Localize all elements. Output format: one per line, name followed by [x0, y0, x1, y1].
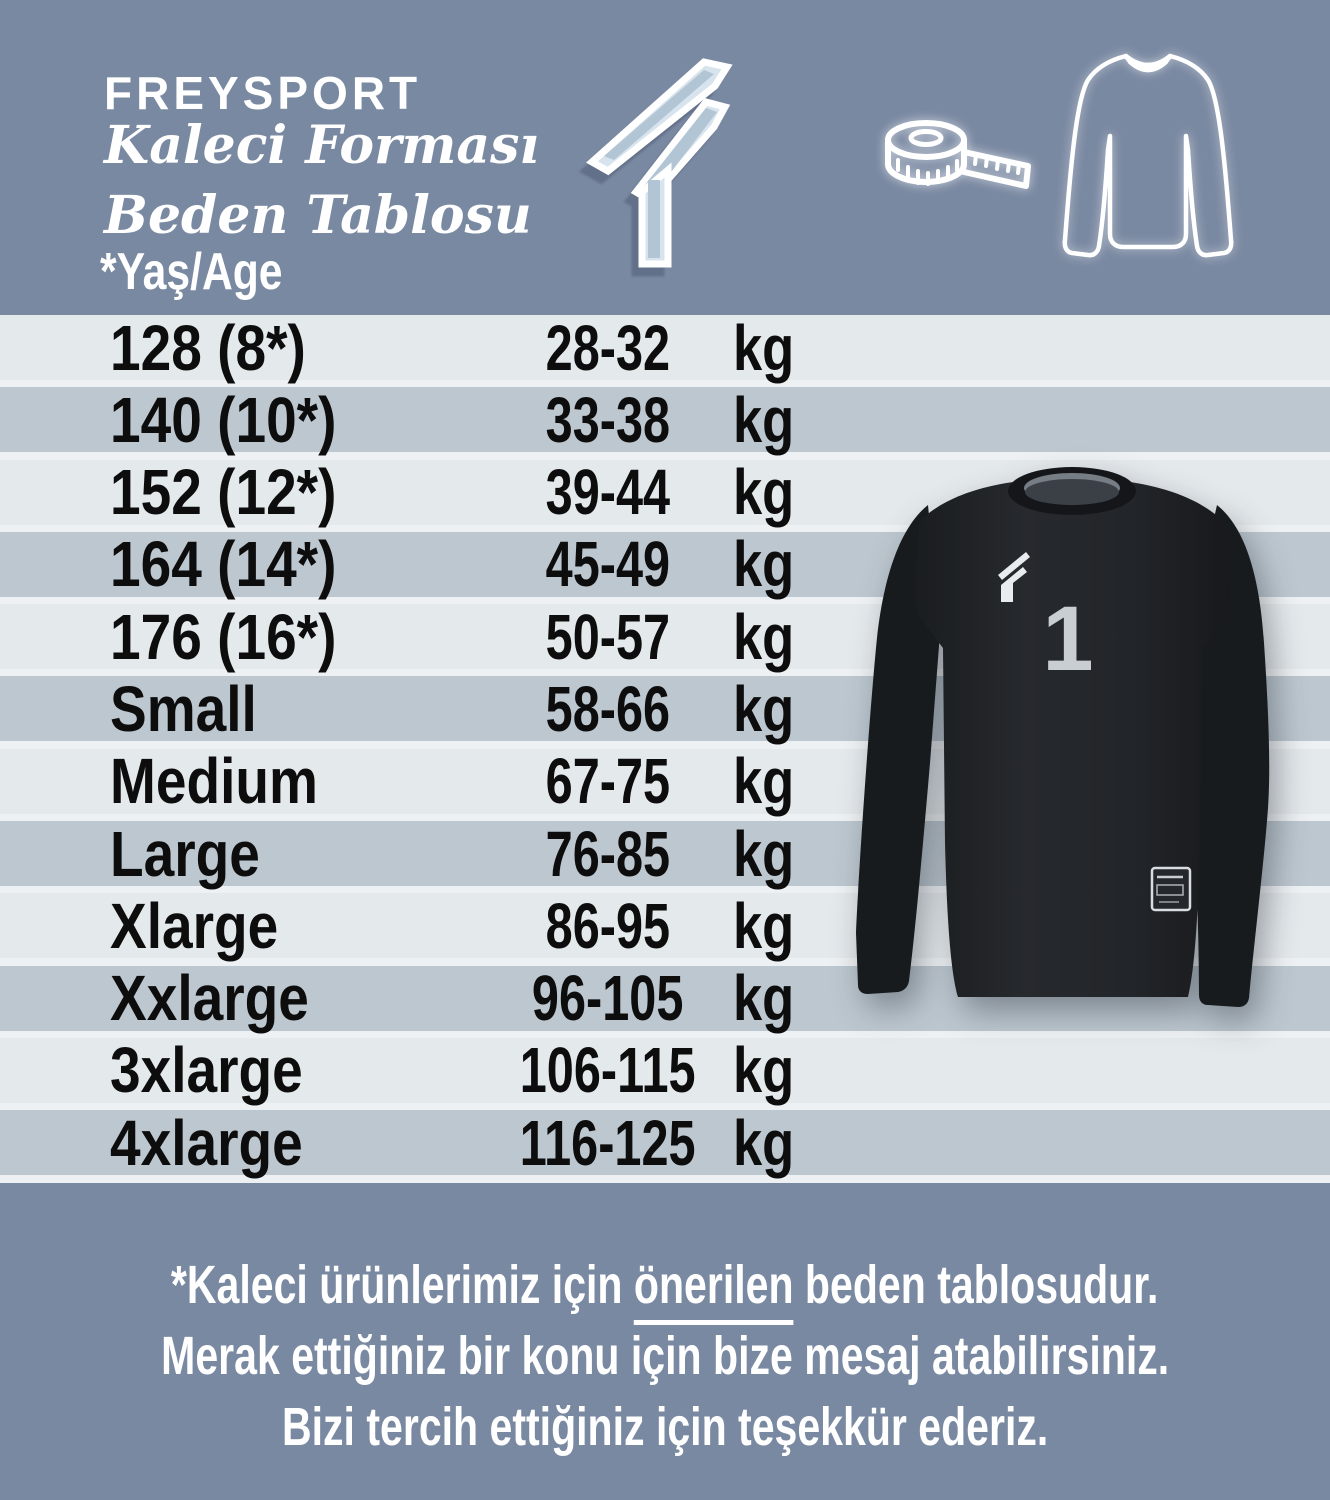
unit-cell: kg: [733, 528, 795, 601]
footer-line-1: [0, 1256, 1330, 1315]
unit-cell: kg: [733, 383, 795, 456]
size-cell: 176 (16*): [110, 600, 337, 673]
size-cell: 152 (12*): [110, 456, 337, 529]
table-row: [0, 1106, 1330, 1179]
long-sleeve-shirt-icon: [1046, 42, 1252, 274]
size-cell: Medium: [110, 745, 318, 818]
unit-cell: kg: [733, 1034, 795, 1107]
footer-underlined-word: önerilen: [634, 1255, 794, 1325]
weight-cell: 33-38: [545, 383, 671, 456]
footer-line-1-suffix: beden tablosudur.: [793, 1255, 1159, 1315]
unit-cell: kg: [733, 962, 795, 1035]
size-cell: 3xlarge: [110, 1034, 303, 1107]
weight-cell: 45-49: [545, 528, 671, 601]
unit-cell: kg: [733, 600, 795, 673]
weight-cell: 116-125: [520, 1106, 696, 1179]
title-line-1: Kaleci Forması: [104, 115, 540, 176]
jersey-torso: [915, 478, 1229, 997]
weight-cell: 76-85: [545, 817, 671, 890]
weight-cell: 106-115: [520, 1034, 696, 1107]
size-cell: Small: [110, 672, 257, 745]
goalkeeper-jersey-image: [850, 463, 1295, 1015]
unit-cell: kg: [733, 311, 795, 384]
weight-cell: 67-75: [545, 745, 671, 818]
brand-wordmark: FREYSPORT: [104, 67, 422, 119]
unit-cell: kg: [733, 456, 795, 529]
unit-cell: kg: [733, 817, 795, 890]
weight-cell: 96-105: [532, 962, 684, 1035]
size-cell: 4xlarge: [110, 1106, 303, 1179]
weight-cell: 28-32: [545, 311, 671, 384]
unit-cell: kg: [733, 1106, 795, 1179]
weight-cell: 86-95: [545, 889, 671, 962]
size-cell: 128 (8*): [110, 311, 306, 384]
size-cell: Xxlarge: [110, 962, 309, 1035]
weight-cell: 39-44: [545, 456, 671, 529]
jersey-label-patch: [1152, 868, 1190, 910]
unit-cell: kg: [733, 672, 795, 745]
footer-line-3: Bizi tercih ettiğiniz için teşekkür ederiz.: [281, 1397, 1049, 1457]
table-row: [0, 1034, 1330, 1107]
age-label: *Yaş/Age: [100, 243, 283, 301]
table-row: [0, 383, 1330, 456]
footer-line-2: Merak ettiğiniz bir konu için bize mesaj atabilirsiniz.: [160, 1326, 1169, 1386]
size-cell: 140 (10*): [110, 383, 337, 456]
size-cell: Large: [110, 817, 260, 890]
size-cell: Xlarge: [110, 889, 279, 962]
jersey-collar-shadow: [1025, 479, 1119, 505]
unit-cell: kg: [733, 889, 795, 962]
freysport-logo-icon: [578, 40, 750, 278]
weight-cell: 50-57: [545, 600, 671, 673]
weight-cell: 58-66: [545, 672, 671, 745]
table-row: [0, 311, 1330, 384]
footer-line-1-prefix: *Kaleci ürünlerimiz için: [171, 1255, 635, 1315]
title-line-2: Beden Tablosu: [104, 185, 532, 246]
unit-cell: kg: [733, 745, 795, 818]
size-cell: 164 (14*): [110, 528, 337, 601]
measuring-tape-icon: [880, 110, 1040, 215]
jersey-number: 1: [1042, 588, 1094, 690]
